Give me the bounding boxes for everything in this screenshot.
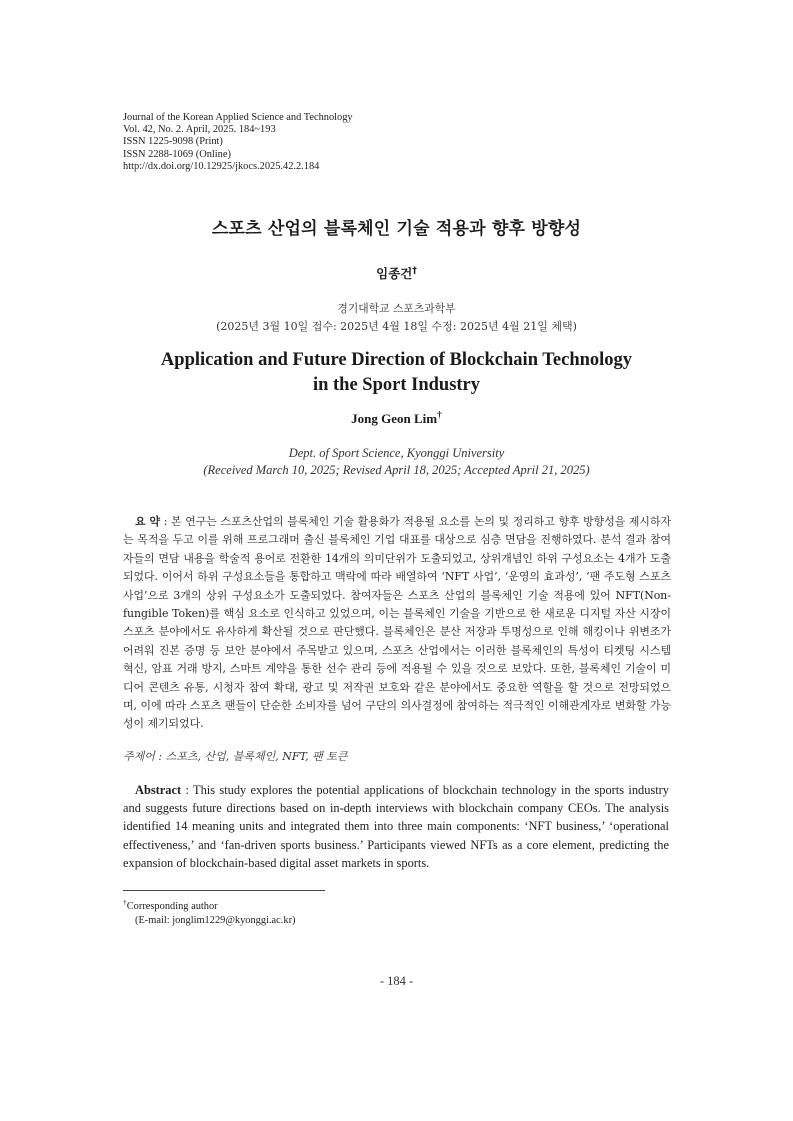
korean-title: 스포츠 산업의 블록체인 기술 적용과 향후 방향성: [211, 219, 582, 239]
korean-affiliation: 경기대학교 스포츠과학부: [337, 302, 456, 315]
korean-abstract: [123, 513, 671, 734]
dagger-mark: †: [437, 410, 442, 421]
doi-link[interactable]: http://dx.doi.org/10.12925/jkocs.2025.42.2.184: [123, 160, 320, 172]
footnote-email[interactable]: (E-mail: jonglim1229@kyonggi.ac.kr): [135, 915, 296, 926]
korean-author-name: 임종건: [376, 266, 413, 281]
korean-author: [0, 264, 793, 282]
korean-abstract-label: 요 약: [135, 515, 161, 528]
english-affiliation-block: [0, 445, 793, 479]
korean-abstract-body: : 본 연구는 스포츠산업의 블록체인 기술 활용화가 적용될 요소를 논의 및 정리하고 향후 방향성을 제시하자는 목적을 두고 이를 위해 프로그래머 출신 블록체인 기업 대표를 대상으로 심층 면담을 진행하였다. 분석 결과 참여자들의 면담 내용을 학술적 용어로 전환한 14개의 의미단위가 도출되었고, 상위개념인 하위 구성요소는 4개가 도출되었다. 이어서 하위 구성요소들을 통합하고 맥락에 따라 배열하여 ‘NFT 사업’, ‘운영의 효과성’, ‘팬 주도형 스포츠 사업’으로 3개의 상위 구성요소가 도출되었다. 참여자들은 스포츠 산업의 블록체인 기술 적용에 있어 NFT(Non-fungible Token)를 핵심 요소로 인식하고 있었으며, 이는 블록체인 기술을 기반으로 한 새로운 디지털 자산 시장이 스포츠 분야에서도 유사하게 확산될 것으로 판단했다. 블록체인은 분산 저장과 투명성으로 인해 해킹이나 위변조가 어려워 진본 증명 등 보안 분야에서 주목받고 있으며, 스포츠 산업에서는 이러한 블록체인의 특성이 티켓팅 시스템 혁신, 암표 거래 방지, 스마트 계약을 통한 선수 관리 등에 적용될 수 있을 것으로 보았다. 또한, 블록체인 기술이 미디어 콘텐츠 유통, 시청자 참여 확대, 광고 및 저작권 보호와 같은 분야에서도 중요한 역할을 할 것으로 전망되었으며, 이에 따라 스포츠 팬들이 단순한 소비자를 넘어 구단의 의사결정에 참여하는 적극적인 이해관계자로 변화할 가능성이 제기되었다.: [123, 515, 671, 731]
english-affiliation: Dept. of Sport Science, Kyonggi University: [288, 446, 505, 460]
issn-print: ISSN 1225-9098 (Print): [123, 136, 223, 148]
journal-name: Journal of the Korean Applied Science and Technology: [123, 112, 353, 123]
english-title-line1: Application and Future Direction of Blockchain Technology: [160, 350, 633, 370]
english-abstract-body: : This study explores the potential applications of blockchain technology in the sports industry and suggests future directions based on in-depth interviews with blockchain company CEOs. The analysis identified 14 meaning units and integrated them into three main components: ‘NFT business,’ ‘operational effectiveness,’ and ‘fan-driven sports business.’ Participants viewed NFTs as a core element, predicting the expansion of blockchain-based digital asset markets in sports.: [123, 783, 669, 870]
footnote-text: Corresponding author: [126, 901, 218, 912]
dagger-mark: †: [123, 897, 127, 907]
keywords: 주제어 : 스포츠, 산업, 블록체인, NFT, 팬 토큰: [123, 750, 348, 763]
english-title-line2: in the Sport Industry: [312, 375, 481, 395]
journal-info: [123, 112, 353, 173]
footnote-divider: [123, 890, 325, 891]
issn-online: ISSN 2288-1069 (Online): [123, 148, 231, 160]
footnote: [123, 897, 296, 928]
korean-received-dates: (2025년 3월 10일 접수: 2025년 4월 18일 수정: 2025년 4월 21일 체택): [216, 320, 577, 333]
english-title: [0, 348, 793, 398]
english-received-dates: (Received March 10, 2025; Revised April 18, 2025; Accepted April 21, 2025): [203, 463, 590, 477]
english-abstract: [123, 781, 669, 872]
english-abstract-label: Abstract: [135, 783, 182, 797]
page-number: - 184 -: [379, 974, 414, 988]
english-author: [0, 411, 793, 427]
dagger-mark: †: [412, 265, 417, 276]
english-author-name: Jong Geon Lim: [351, 411, 438, 426]
journal-volume: Vol. 42, No. 2. April, 2025. 184~193: [123, 124, 276, 136]
